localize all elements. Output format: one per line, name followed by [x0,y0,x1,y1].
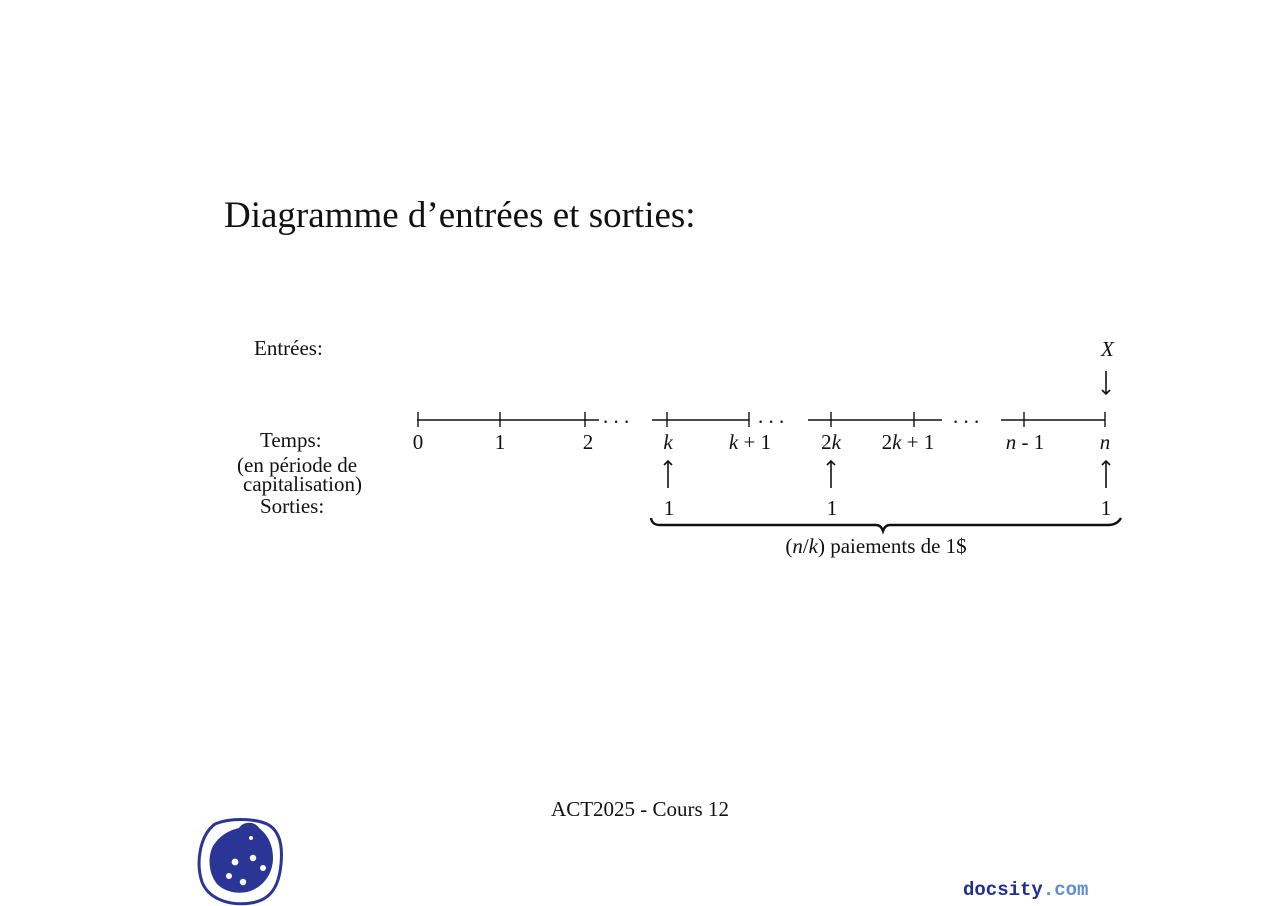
tick-label-k-plus-1 [729,430,771,454]
slide-title: Diagramme d’entrées et sorties: [224,195,696,236]
tick-var: k [831,430,841,454]
tick-label-2k [821,430,842,454]
logo-dot [249,836,253,840]
brace-label-rest: ) paiements de 1$ [817,534,967,558]
payment-at-n: 1 [1100,496,1112,520]
timeline-ellipsis: . . . [603,404,630,428]
tick-var: n [1005,430,1017,454]
brace-label-n: n [792,534,803,558]
payment-at-2k: 1 [826,496,838,520]
tick-label-0: 0 [412,430,424,454]
logo-dot [226,873,232,879]
brand-domain: .com [1042,879,1089,901]
time-sublabel-line2: capitalisation) [243,472,362,496]
timeline-ellipsis: . . . [758,404,785,428]
tick-num: 2 [881,430,893,454]
tick-var: k [892,430,902,454]
tick-rest: + 1 [901,430,935,454]
docsity-logo [195,816,287,906]
outflows-label: Sorties: [260,494,325,518]
logo-dot [250,855,256,861]
timeline-ellipsis: . . . [953,404,980,428]
tick-label-n-minus-1 [1006,430,1045,454]
brand-name: docsity [963,879,1043,901]
logo-dot [232,859,239,866]
brace-label-open: ( [785,534,793,558]
brace-label-slash: / [802,534,809,558]
tick-var: k [728,430,739,454]
tick-label-1: 1 [494,430,506,454]
tick-label-2k-plus-1 [882,430,935,454]
payment-at-k: 1 [663,496,675,520]
logo-dot [260,865,266,871]
brace-label-k: k [808,534,818,558]
inflows-label: Entrées: [254,336,323,360]
docsity-brand[interactable] [963,878,1088,902]
tick-num: 2 [821,430,832,454]
tick-rest: + 1 [738,430,772,454]
time-sublabel-line1: (en période de [237,453,358,477]
payments-brace [651,518,1121,531]
logo-dot [240,879,246,885]
tick-label-2: 2 [582,430,594,454]
slide-footer: ACT2025 - Cours 12 [551,797,729,821]
inflow-value: X [1101,337,1114,361]
tick-label-n: n [1099,430,1111,454]
tick-label-k: k [663,430,673,454]
time-label: Temps: [260,428,322,452]
tick-rest: - 1 [1016,430,1045,454]
payments-brace-label [785,534,966,558]
